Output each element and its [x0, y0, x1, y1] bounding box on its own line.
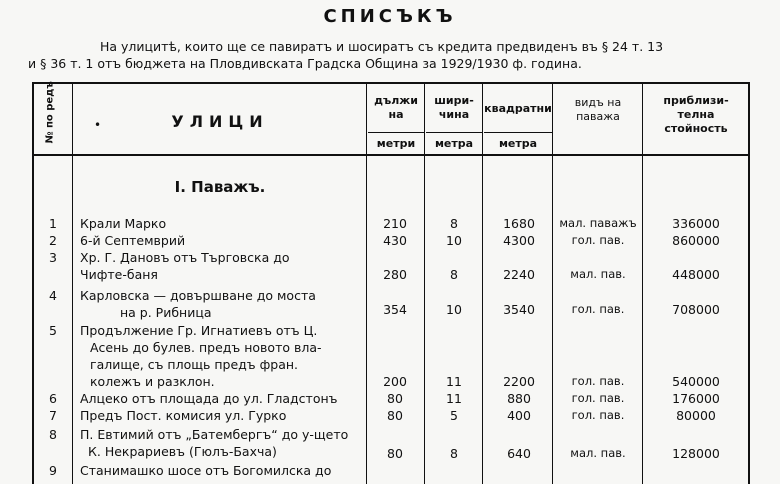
- header-separator: [34, 154, 748, 156]
- cost-cell: 176000: [672, 391, 720, 406]
- paving-cell: гол. пав.: [571, 374, 625, 388]
- width-cell: 11: [446, 374, 462, 389]
- header-length-unit: метри: [376, 137, 416, 150]
- cost-cell: 540000: [672, 374, 720, 389]
- cost-cell: 336000: [672, 216, 720, 231]
- row-number: 2: [49, 233, 57, 248]
- length-cell: 80: [387, 446, 403, 461]
- square-cell: 1680: [503, 216, 535, 231]
- street-name: Станимашко шосе отъ Богомилска до: [80, 463, 332, 478]
- street-name: Карловска — довършване до моста на р. Рибница: [80, 288, 316, 320]
- paving-cell: гол. пав.: [571, 302, 625, 316]
- header-width: ширичина: [434, 94, 474, 121]
- column-divider: [366, 84, 367, 484]
- column-divider: [642, 84, 643, 484]
- length-cell: 80: [387, 391, 403, 406]
- street-name: 6-й Септемврий: [80, 233, 186, 248]
- street-name: Алцеко отъ площада до ул. Гладстонъ: [80, 391, 338, 406]
- square-cell: 400: [507, 408, 531, 423]
- square-cell: 3540: [503, 302, 535, 317]
- street-name: Предъ Пост. комисия ул. Гурко: [80, 408, 287, 423]
- width-cell: 5: [450, 408, 458, 423]
- cost-cell: 128000: [672, 446, 720, 461]
- square-cell: 880: [507, 391, 531, 406]
- header-number: № по редъ: [44, 81, 56, 144]
- row-number: 9: [49, 463, 57, 478]
- column-divider: [72, 84, 73, 484]
- header-paving: видъ на паважа: [574, 96, 622, 123]
- width-cell: 11: [446, 391, 462, 406]
- row-number: 6: [49, 391, 57, 406]
- length-cell: 354: [383, 302, 407, 317]
- length-cell: 430: [383, 233, 407, 248]
- width-cell: 8: [450, 267, 458, 282]
- cost-cell: 708000: [672, 302, 720, 317]
- width-cell: 8: [450, 446, 458, 461]
- header-width-unit: метра: [434, 137, 474, 150]
- bullet-mark: •: [94, 118, 102, 132]
- header-square: квадратни: [484, 102, 552, 115]
- row-number: 5: [49, 323, 57, 338]
- width-cell: 10: [446, 233, 462, 248]
- width-cell: 10: [446, 302, 462, 317]
- header-streets: УЛИЦИ: [171, 112, 269, 131]
- paving-cell: гол. пав.: [571, 408, 625, 422]
- cost-cell: 80000: [676, 408, 716, 423]
- row-number: 8: [49, 427, 57, 442]
- cost-cell: 860000: [672, 233, 720, 248]
- column-divider: [482, 84, 483, 484]
- street-name: Крали Марко: [80, 216, 167, 231]
- street-name: Хр. Г. Дановъ отъ Търговска до Чифте-баня: [80, 250, 290, 282]
- length-cell: 200: [383, 374, 407, 389]
- square-cell: 2200: [503, 374, 535, 389]
- header-rule: [484, 132, 552, 133]
- width-cell: 8: [450, 216, 458, 231]
- square-cell: 4300: [503, 233, 535, 248]
- header-rule: [426, 132, 482, 133]
- row-number: 1: [49, 216, 57, 231]
- length-cell: 80: [387, 408, 403, 423]
- column-divider: [424, 84, 425, 484]
- page-title: СПИСЪКЪ: [323, 6, 457, 27]
- square-cell: 2240: [503, 267, 535, 282]
- paving-cell: мал. паважъ: [559, 216, 637, 230]
- header-cost: приблизителна стойность: [663, 94, 729, 135]
- paving-cell: гол. пав.: [571, 391, 625, 405]
- square-cell: 640: [507, 446, 531, 461]
- header-square-unit: метра: [498, 137, 538, 150]
- street-name: П. Евтимий отъ „Батембергъ“ до у-щето К. Некрариевъ (Гюлъ-Бахча): [80, 427, 349, 459]
- row-number: 4: [49, 288, 57, 303]
- header-length: дължи на: [374, 94, 418, 121]
- paving-cell: гол. пав.: [571, 233, 625, 247]
- paving-cell: мал. пав.: [570, 446, 626, 460]
- intro-line-1: На улицитѣ, които ще се павиратъ и шосиратъ съ кредита предвиденъ въ § 24 т. 13: [100, 39, 664, 54]
- paving-cell: мал. пав.: [570, 267, 626, 281]
- row-number: 3: [49, 250, 57, 265]
- streets-table: [32, 82, 750, 484]
- cost-cell: 448000: [672, 267, 720, 282]
- length-cell: 280: [383, 267, 407, 282]
- header-rule: [368, 132, 424, 133]
- street-name: Продължение Гр. Игнатиевъ отъ Ц. Асень до булев. предъ новото вла- галище, съ площь предъ фран. колежъ и разклон.: [80, 323, 322, 389]
- column-divider: [552, 84, 553, 484]
- intro-text: [28, 38, 758, 72]
- intro-line-2: и § 36 т. 1 отъ бюджета на Пловдивската Градска Община за 1929/1930 ф. година.: [28, 56, 582, 71]
- row-number: 7: [49, 408, 57, 423]
- section-heading: I. Паважъ.: [174, 178, 266, 196]
- length-cell: 210: [383, 216, 407, 231]
